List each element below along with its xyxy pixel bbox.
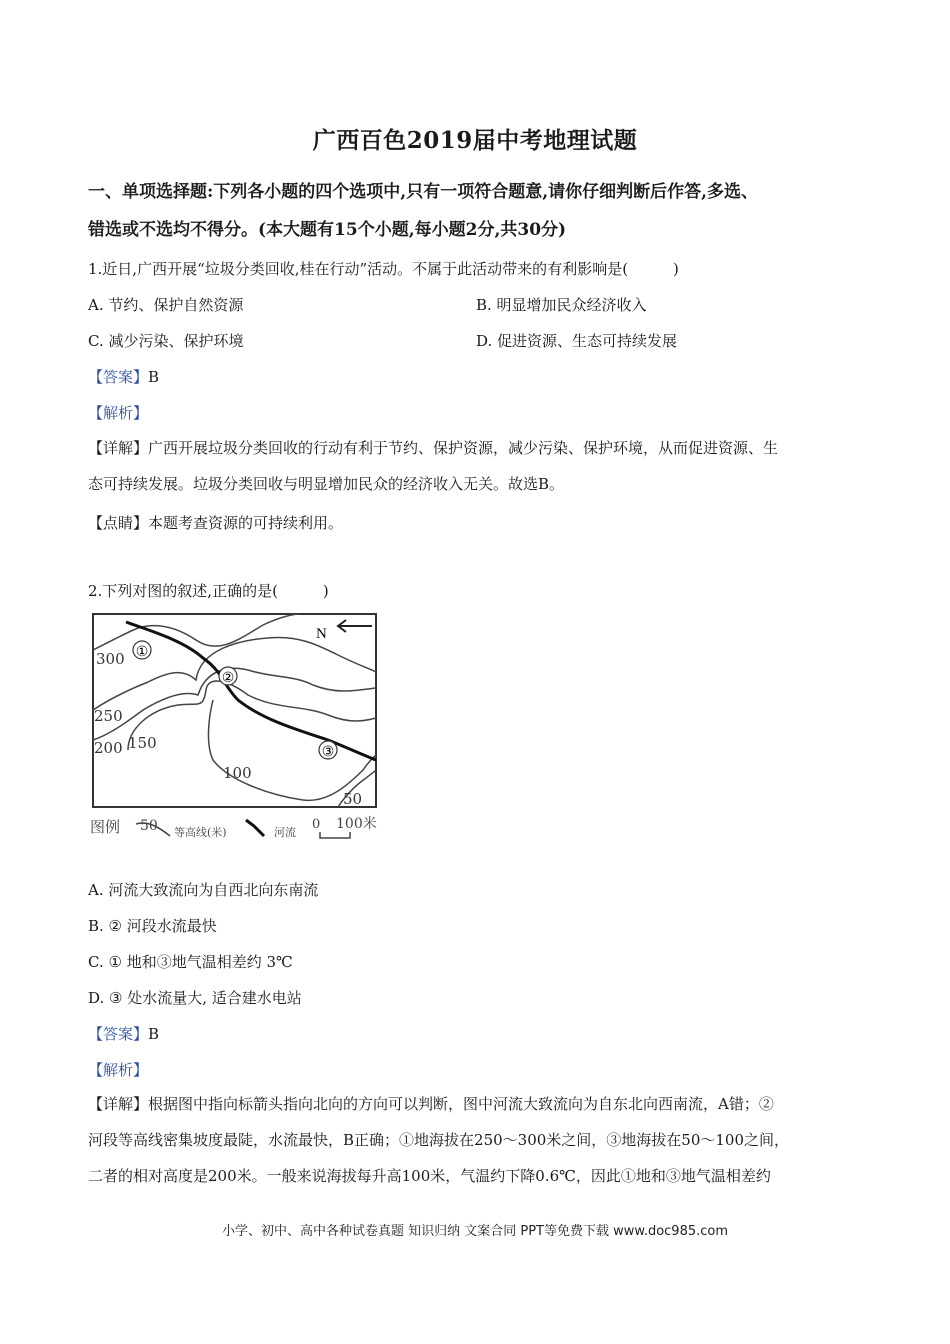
page-title: 广西百色2019届中考地理试题 [312,127,638,154]
q1-option-a: A. 节约、保护自然资源 [88,296,244,314]
contour-label-300: 300 [96,650,125,668]
north-label: N [316,626,327,642]
q1-analysis-tag [88,402,148,423]
detail-tag: 【详解】 [88,439,149,457]
q2-option-a: A. 河流大致流向为自西北向东南流 [88,881,319,899]
detail-text: 根据图中指向标箭头指向北向的方向可以判断，图中河流大致流向为自东北向西南流，A错；② [148,1095,774,1113]
legend-river-line [246,820,264,836]
q2-option-c: C. ① 地和③地气温相差约 3℃ [88,953,293,971]
q2-detail-line2: 河段等高线密集坡度最陡，水流最快，B正确；①地海拔在250～300米之间，③地海拔在50～100之间， [88,1131,790,1149]
contour-300 [93,614,298,650]
q1-detail-line2: 态可持续发展。垃圾分类回收与明显增加民众的经济收入无关。故选B。 [88,475,565,493]
point-1-label: ① [135,644,149,660]
q1-option-d: D. 促进资源、生态可持续发展 [476,332,678,350]
q1-detail [88,430,868,502]
q2-detail-line1 [88,1086,868,1122]
contour-label-250: 250 [94,707,123,725]
q1-detail-line1 [88,430,868,466]
q1-option-b: B. 明显增加民众经济收入 [476,296,647,314]
scale-zero: 0 [312,817,321,832]
contour-label-150: 150 [128,734,157,752]
q2-analysis-tag [88,1059,148,1080]
q2-option-d: D. ③ 处水流量大, 适合建水电站 [88,989,302,1007]
page-footer: 小学、初中、高中各种试卷真题 知识归纳 文案合同 PPT等免费下载 www.doc985.com [221,1224,729,1239]
q2-option-b: B. ② 河段水流最快 [88,917,217,935]
contour-label-50: 50 [343,790,363,808]
q1-answer [88,366,159,387]
answer-tag: 【答案】 [88,368,149,386]
answer-value: B [148,1025,160,1043]
scale-bar [320,832,350,838]
q1-stem: 1.近日,广西开展“垃圾分类回收,桂在行动”活动。不属于此活动带来的有利影响是( ) [88,260,679,278]
legend-river-text: 河流 [274,826,296,839]
legend-contour-value: 50 [140,818,158,834]
analysis-tag: 【解析】 [88,1061,149,1079]
section-heading-line2: 错选或不选均不得分。(本大题有15个小题,每小题2分,共30分) [88,220,567,240]
point-3-label: ③ [321,744,335,760]
q1-option-c: C. 减少污染、保护环境 [88,332,244,350]
answer-value: B [148,368,160,386]
analysis-tag: 【解析】 [88,404,149,422]
point-2-label: ② [221,670,235,686]
section-heading-line1: 一、单项选择题:下列各小题的四个选项中,只有一项符合题意,请你仔细判断后作答,多选、 [88,182,759,202]
q1-comment [88,512,343,533]
q2-detail-line3: 二者的相对高度是200米。一般来说海拔每升高100米，气温约下降0.6℃，因此①地和③地气温相差约 [88,1167,771,1185]
q2-answer [88,1023,159,1044]
legend-title: 图例 [90,818,121,836]
comment-text: 本题考查资源的可持续利用。 [148,514,344,532]
contour-map [88,610,388,842]
detail-tag: 【详解】 [88,1095,149,1113]
contour-label-200: 200 [94,739,123,757]
q2-stem: 2.下列对图的叙述,正确的是( ) [88,582,329,600]
legend-contour-text: 等高线(米) [174,826,227,839]
scale-text: 100米 [336,816,377,832]
answer-tag: 【答案】 [88,1025,149,1043]
comment-tag: 【点睛】 [88,514,149,532]
q2-detail [88,1086,868,1194]
detail-text: 广西开展垃圾分类回收的行动有利于节约、保护资源，减少污染、保护环境，从而促进资源、生 [148,439,779,457]
contour-label-100: 100 [223,764,252,782]
